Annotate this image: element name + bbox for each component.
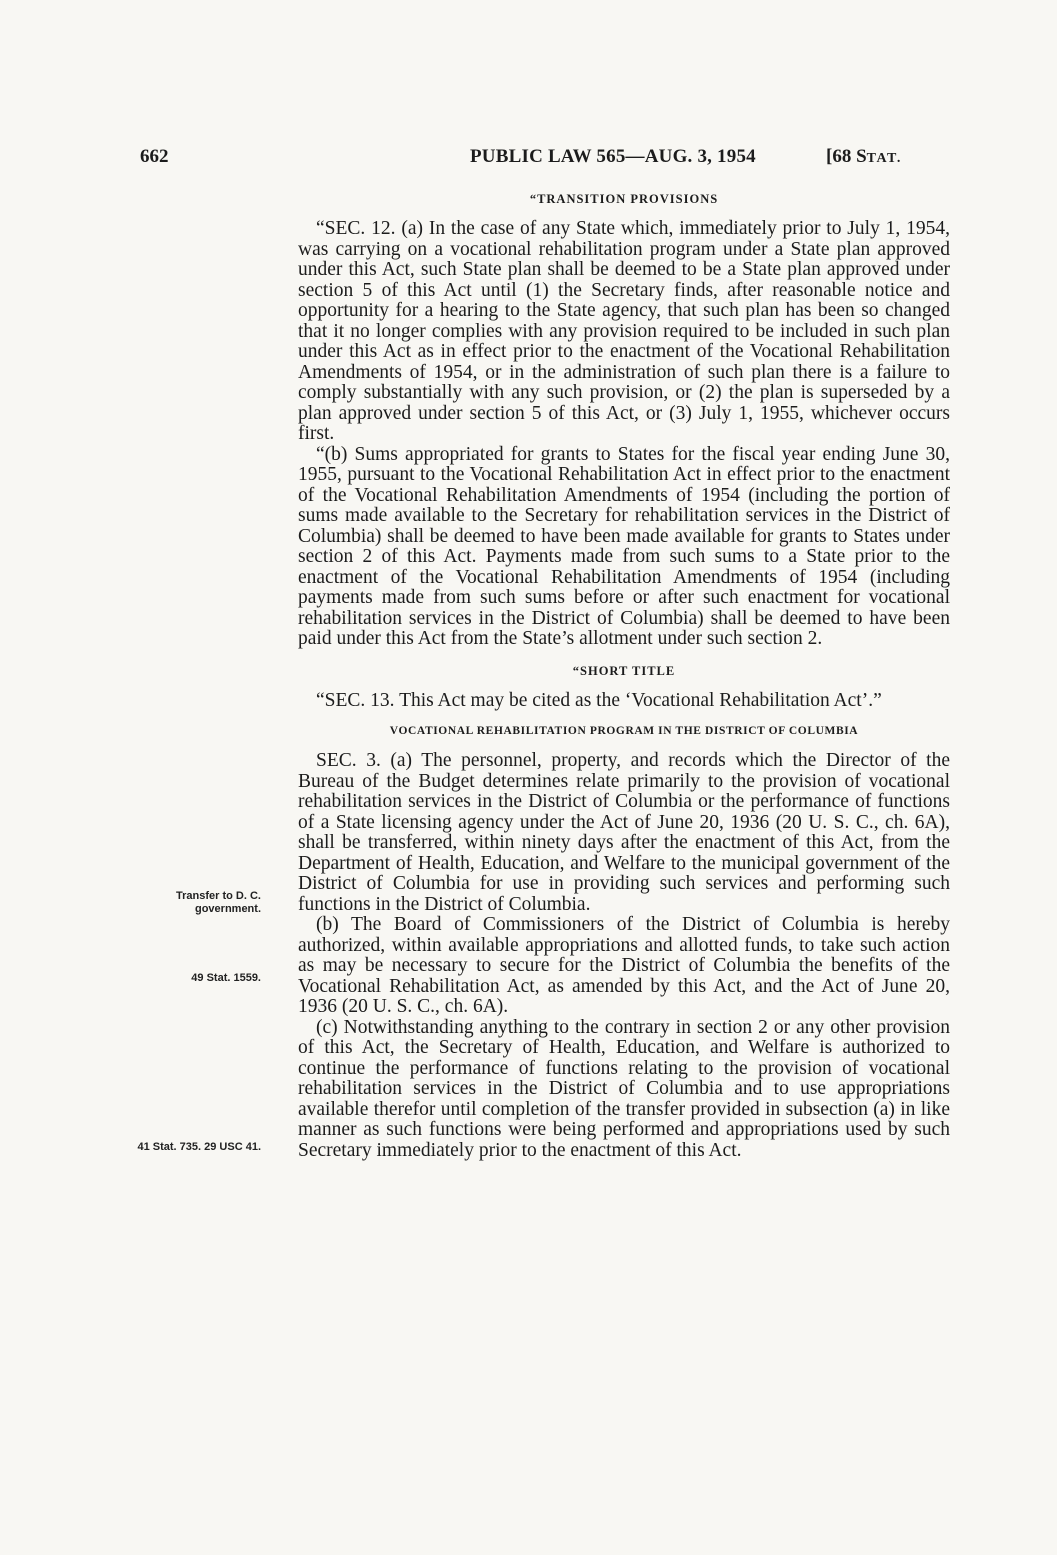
- section-3b-paragraph: (b) The Board of Commissioners of the District of Columbia is hereby authorized, within available appropriations and allotted funds, to take such action as may be necessary to secure for the District of Columbia the benefits of the Vocational Rehabilitation Act, as amended by this Act, and the Act of June 20, 1936 (20 U. S. C., ch. 6A).: [298, 914, 950, 1017]
- running-title: PUBLIC LAW 565—AUG. 3, 1954: [470, 146, 756, 167]
- margin-notes: [0, 0, 290, 1555]
- short-title-heading: “SHORT TITLE: [572, 663, 676, 678]
- section-12b-paragraph: “(b) Sums appropriated for grants to States for the fiscal year ending June 30, 1955, pursuant to the Vocational Rehabilitation Act in effect prior to the enactment of the Vocational Rehabilitation Amendments of 1954 (including the portion of sums made available to the Secretary for rehabilitation services in the District of Columbia) shall be deemed to have been made available for grants to States under section 2 of this Act. Payments made from such sums to a State prior to the enactment of the Vocational Rehabilitation Amendments of 1954 (including payments made from such sums before or after such enactment for vocational rehabilitation services in the District of Columbia) shall be deemed to have been paid under this Act from the State’s allotment under such section 2.: [298, 443, 950, 649]
- section-13-paragraph: “SEC. 13. This Act may be cited as the ‘Vocational Rehabilitation Act’.”: [316, 689, 882, 711]
- margin-note-49-stat: 49 Stat. 1559.: [191, 972, 261, 984]
- margin-note-41-stat: 41 Stat. 735. 29 USC 41.: [137, 1141, 261, 1153]
- statute-prefix: [68 S: [826, 146, 867, 167]
- margin-note-transfer: Transfer to D. C. government.: [176, 890, 261, 915]
- section-3a-paragraph: SEC. 3. (a) The personnel, property, and records which the Director of the Bureau of the Budget determines relate primarily to the provision of vocational rehabilitation services in the District of Columbia or the performance of functions of a State licensing agency under the Act of June 20, 1936 (20 U. S. C., ch. 6A), shall be transferred, within ninety days after the enactment of this Act, from the Department of Health, Education, and Welfare to the municipal government of the District of Columbia for use in providing such services and performing such functions in the District of Columbia.: [298, 750, 950, 915]
- section-3c-paragraph: (c) Notwithstanding anything to the contrary in section 2 or any other provision of this Act, the Secretary of Health, Education, and Welfare is authorized to continue the performance of functions relating to the provision of vocational rehabilitation services in the District of Columbia and to use appropriations available therefor until completion of the transfer provided in subsection (a) in like manner as such functions were being performed and appropriations used by such Secretary immediately prior to the enactment of this Act.: [298, 1016, 950, 1161]
- statute-body: [298, 192, 950, 1161]
- statute-reference: [826, 146, 902, 168]
- transition-provisions-heading: “TRANSITION PROVISIONS: [529, 192, 719, 206]
- dc-program-heading: VOCATIONAL REHABILITATION PROGRAM IN THE DISTRICT OF COLUMBIA: [389, 725, 859, 737]
- section-12a-paragraph: “SEC. 12. (a) In the case of any State which, immediately prior to July 1, 1954, was carrying on a vocational rehabilitation program under a State plan approved under this Act, such State plan shall be deemed to be a State plan approved under section 5 of this Act until (1) the Secretary finds, after reasonable notice and opportunity for a hearing to the State agency, that such plan has been so changed that it no longer complies with any provision required to be included in such plan under this Act as in effect prior to the enactment of the Vocational Rehabilitation Amendments of 1954, or in the administration of such plan there is a failure to comply substantially with any such provision, or (2) the plan is superseded by a plan approved under section 5 of this Act, or (3) July 1, 1955, whichever occurs first.: [298, 218, 950, 444]
- statute-suffix: TAT.: [866, 151, 902, 166]
- page-number: 662: [140, 146, 169, 167]
